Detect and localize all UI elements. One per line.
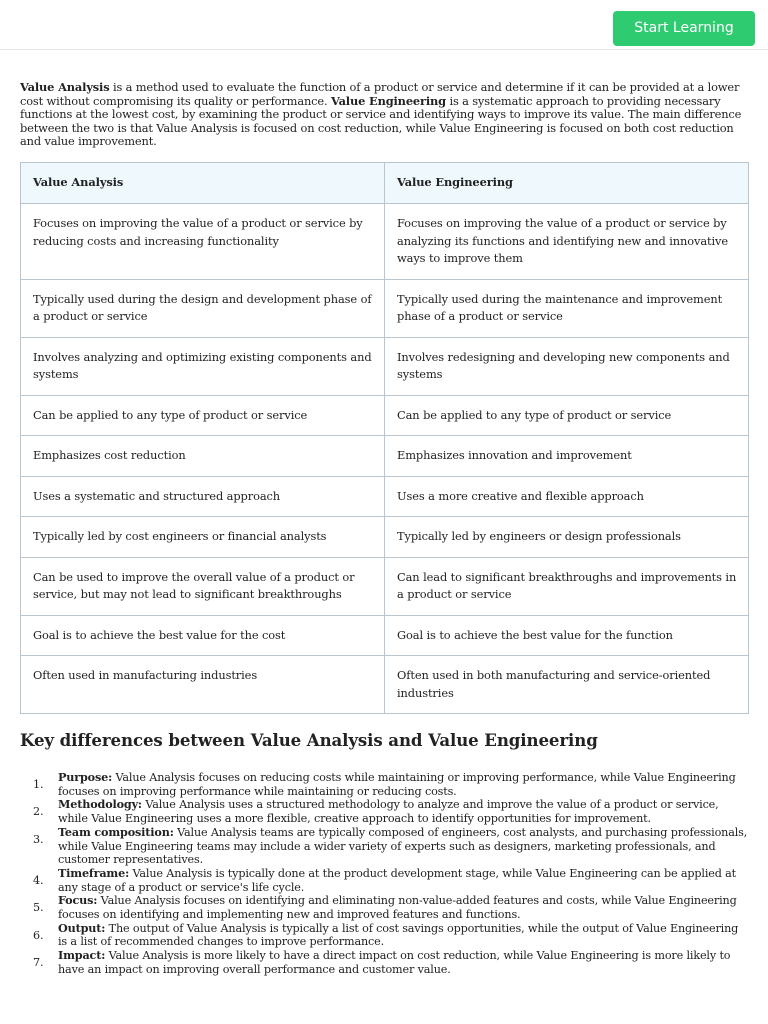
list-number: 3. [33,832,44,846]
list-number: 6. [33,928,44,942]
table-cell: Goal is to achieve the best value for the cost [21,615,385,656]
list-item-text: Value Analysis is more likely to have a direct impact on cost reduction, while Value Engineering is more likely to have an impact on improving overall performance and customer value. [58,949,731,976]
intro-paragraph [20,81,748,149]
list-item [20,894,748,921]
list-number: 5. [33,901,44,915]
table-row [21,204,749,280]
table-row [21,615,749,656]
comparison-table [20,162,749,714]
table-cell: Focuses on improving the value of a product or service by analyzing its functions and identifying new and innovative ways to improve them [385,204,749,280]
table-row [21,476,749,517]
column-header-value-analysis: Value Analysis [21,163,385,204]
table-cell: Typically led by engineers or design professionals [385,517,749,558]
intro-text-2: is a systematic approach to providing necessary functions at the lowest cost, by examining the product or service and identifying ways to improve its value. The main difference between the two is that Value Analysis is focused on cost reduction, while Value Engineering is focused on both cost reduction and value improvement. [20,93,742,149]
table-cell: Goal is to achieve the best value for the function [385,615,749,656]
list-item-term: Timeframe: [58,865,130,880]
list-item-term: Output: [58,920,106,935]
list-item [20,798,748,825]
start-learning-button[interactable]: Start Learning [613,11,755,46]
table-cell: Often used in both manufacturing and service-oriented industries [385,656,749,714]
intro-term-value-engineering: Value Engineering [330,93,446,108]
table-cell: Uses a more creative and flexible approach [385,476,749,517]
list-item-term: Focus: [58,893,98,908]
list-number: 7. [33,956,44,970]
list-number: 2. [33,805,44,819]
key-differences-heading: Key differences between Value Analysis and Value Engineering [20,730,598,750]
list-item [20,949,748,976]
table-cell: Can be applied to any type of product or service [21,395,385,436]
table-cell: Involves redesigning and developing new components and systems [385,337,749,395]
table-cell: Can be applied to any type of product or service [385,395,749,436]
table-row [21,395,749,436]
list-item [20,922,748,949]
table-row [21,557,749,615]
list-number: 4. [33,873,44,887]
top-bar [0,0,768,50]
table-row [21,656,749,714]
table-row [21,337,749,395]
table-cell: Typically used during the design and development phase of a product or service [21,279,385,337]
list-item [20,771,748,798]
list-item-term: Team composition: [58,824,174,839]
table-cell: Focuses on improving the value of a product or service by reducing costs and increasing functionality [21,204,385,280]
table-cell: Emphasizes innovation and improvement [385,436,749,477]
list-item-text: Value Analysis focuses on identifying and eliminating non-value-added features and costs, while Value Engineering focuses on identifying and implementing new and improved features and functions. [58,894,737,922]
column-header-value-engineering: Value Engineering [385,163,749,204]
table-cell: Can lead to significant breakthroughs and improvements in a product or service [385,557,749,615]
table-row [21,279,749,337]
list-item-term: Methodology: [58,797,142,812]
key-differences-list [20,771,748,977]
table-cell: Uses a systematic and structured approach [21,476,385,517]
table-cell: Typically used during the maintenance and improvement phase of a product or service [385,279,749,337]
table-row [21,517,749,558]
table-header-row [21,163,749,204]
list-item [20,826,748,867]
list-item-text: Value Analysis teams are typically composed of engineers, cost analysts, and purchasing professionals, while Value Engineering teams may include a wider variety of experts such as designers, marketing professionals, and customer representatives. [58,825,748,867]
table-cell: Involves analyzing and optimizing existing components and systems [21,337,385,395]
table-cell: Often used in manufacturing industries [21,656,385,714]
list-item-text: The output of Value Analysis is typically a list of cost savings opportunities, while the output of Value Engineering is a list of recommended changes to improve performance. [58,921,739,949]
table-cell: Typically led by cost engineers or financial analysts [21,517,385,558]
intro-text-1: is a method used to evaluate the function of a product or service and determine if it can be provided at a lower cost without compromising its quality or performance. [20,80,740,108]
list-item-text: Value Analysis focuses on reducing costs while maintaining or improving performance, while Value Engineering focuses on improving performance while maintaining or reducing costs. [58,771,736,798]
table-cell: Emphasizes cost reduction [21,436,385,477]
list-item-term: Purpose: [58,770,113,784]
list-number: 1. [33,778,44,791]
list-item-term: Impact: [58,948,106,963]
intro-term-value-analysis: Value Analysis [20,80,110,94]
list-item-text: Value Analysis is typically done at the product development stage, while Value Engineering can be applied at any stage of a product or service's life cycle. [58,866,737,894]
list-item [20,867,748,894]
list-item-text: Value Analysis uses a structured methodology to analyze and improve the value of a product or service, while Value Engineering uses a more flexible, creative approach to identify opportunities for improvement. [58,798,719,826]
table-row [21,436,749,477]
table-cell: Can be used to improve the overall value of a product or service, but may not lead to significant breakthroughs [21,557,385,615]
